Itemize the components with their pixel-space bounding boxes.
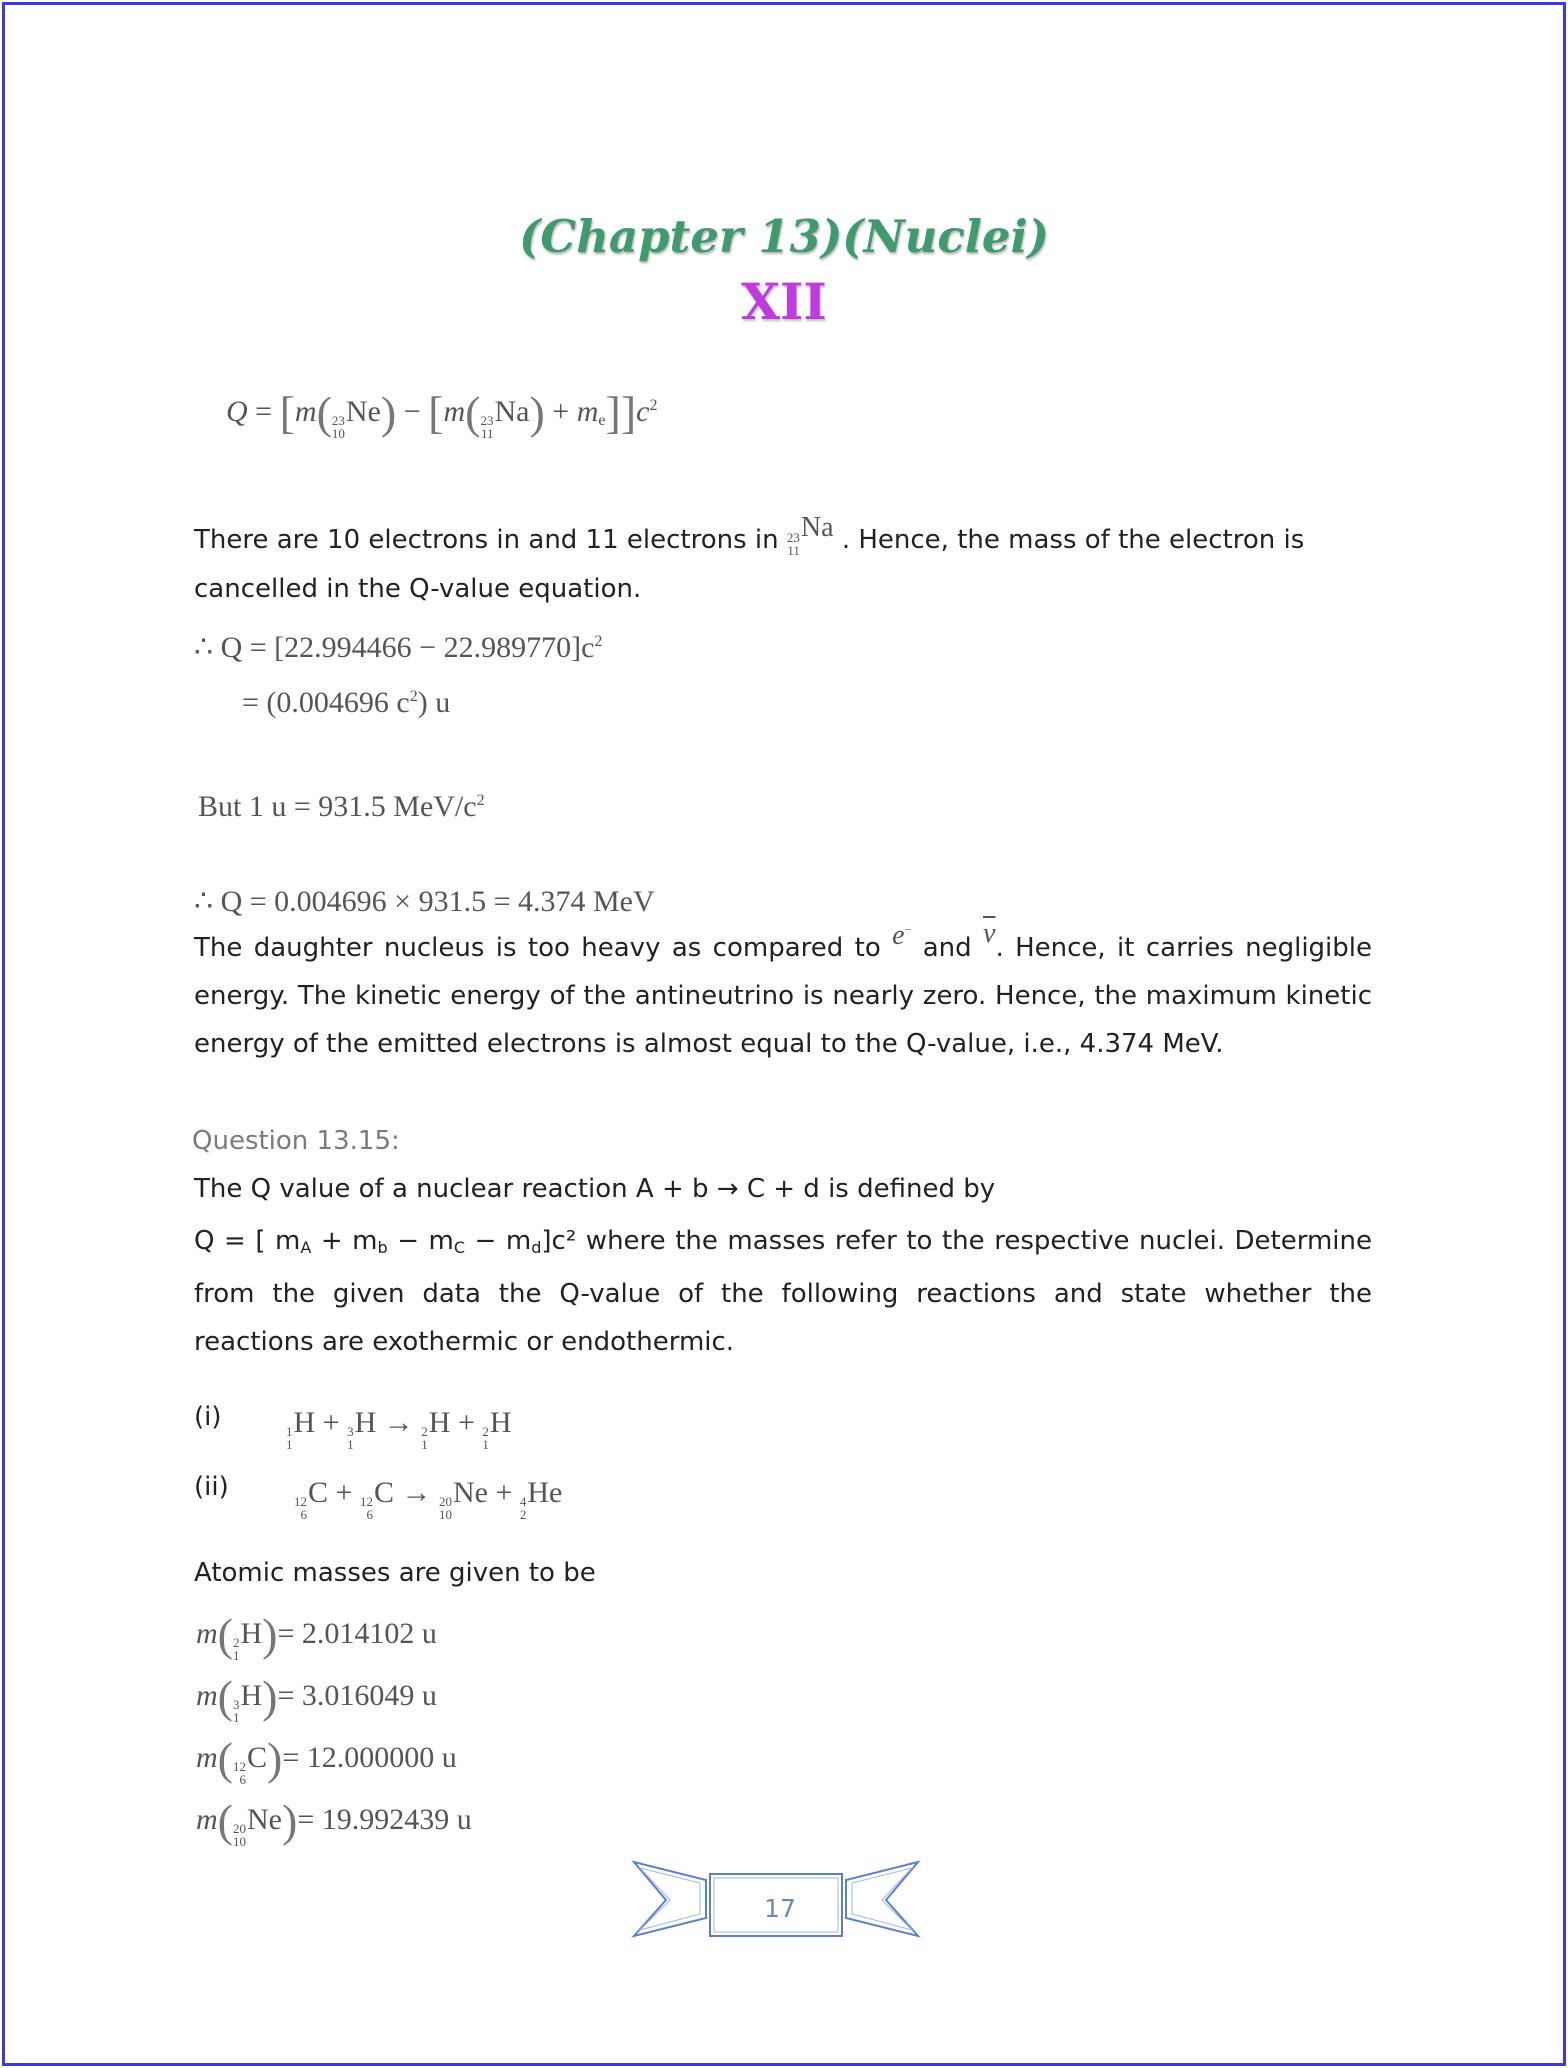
- question-label: Question 13.15:: [192, 1126, 400, 1156]
- reaction-1-equation: 1 1 H + 3 1 H → 2 1 H + 2 1 H: [286, 1406, 512, 1452]
- question-line-2: Q = [ $m_A + m_b - m_C - m_d]c^2$ where the masses refer to the respective nuclei. Determine: [194, 1226, 1372, 1257]
- mass-ne20: m( 20 10 Ne)= 19.992439 u: [196, 1795, 472, 1849]
- paragraph-2-line-1: The daughter nucleus is too heavy as compared to e− and $\overline{\nu}$. Hence, it carries negligible: [194, 918, 1373, 963]
- q-value-result-equation: ∴ Q = 0.004696 × 931.5 = 4.374 MeV: [194, 885, 655, 918]
- chapter-title: (Chapter 13)(Nuclei): [519, 210, 1049, 263]
- class-label: XII: [741, 272, 827, 331]
- electron-symbol: e−: [892, 920, 912, 951]
- reaction-2-label: (ii): [194, 1472, 229, 1502]
- paragraph-1-line-2: cancelled in the Q-value equation.: [194, 574, 642, 604]
- page-number: 17: [764, 1894, 796, 1923]
- question-line-3: from the given data the Q-value of the following reactions and state whether the reactions are exothermic or endothermic.: [194, 1279, 1372, 1357]
- q-definition-equation: Q = [m( 23 10 Ne) − [m( 23 11 $Na) + m_e]]c^2$: [226, 387, 658, 441]
- paragraph-2-body: energy. The kinetic energy of the antineutrino is nearly zero. Hence, the maximum kinetic energy of the emitted electrons is almost equal to the Q-value, i.e., 4.374 MeV.: [194, 981, 1372, 1059]
- q-value-equation-2: = (0.004696 $c^2$) u: [242, 686, 451, 719]
- mass-h2: m( 2 1 H)= 2.014102 u: [196, 1609, 437, 1663]
- na-nuclide: 23 11 Na: [786, 512, 834, 558]
- unit-conversion-equation: But 1 u = 931.5 MeV/$c^2$: [198, 790, 485, 823]
- question-line-1: The Q value of a nuclear reaction A + b → C + d is defined by: [194, 1174, 996, 1204]
- atomic-masses-intro: Atomic masses are given to be: [194, 1558, 596, 1588]
- antineutrino-symbol: $\overline{\nu}$: [983, 918, 996, 949]
- reaction-2-equation: 12 6 C + 12 6 C → 20 10 Ne + 4 2 He: [294, 1476, 563, 1522]
- mass-h3: m( 3 1 H)= 3.016049 u: [196, 1671, 437, 1725]
- paragraph-1-line-1: There are 10 electrons in and 11 electrons in 23 11 Na . Hence, the mass of the electron is: [194, 512, 1305, 558]
- mass-c12: m( 12 6 C)= 12.000000 u: [196, 1733, 457, 1787]
- reaction-1-label: (i): [194, 1402, 222, 1432]
- q-value-equation-1: ∴ $Q = [22.994466 - 22.989770]c^2$: [194, 631, 603, 664]
